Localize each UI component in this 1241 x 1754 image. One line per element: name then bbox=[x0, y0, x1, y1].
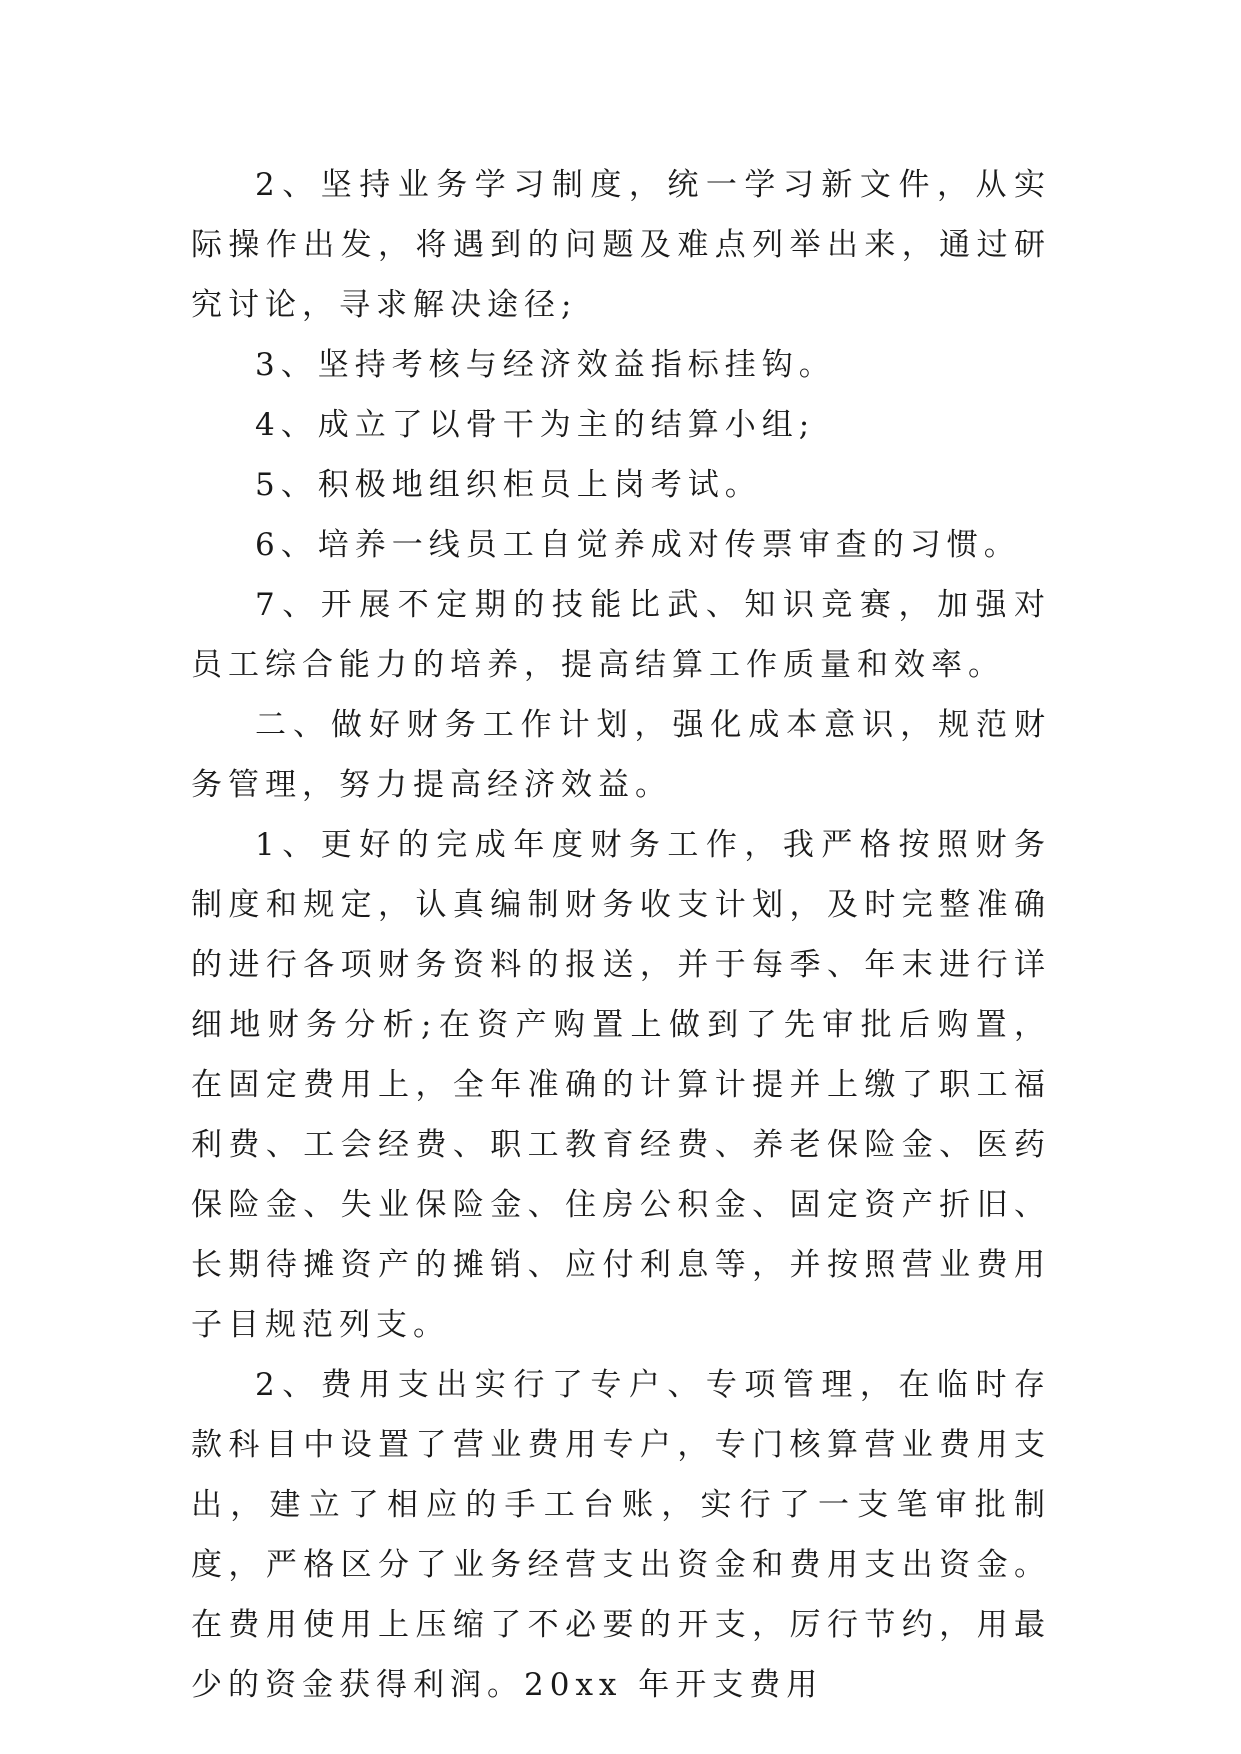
paragraph-3: 4、成立了以骨干为主的结算小组; bbox=[255, 407, 816, 443]
paragraph-4: 5、积极地组织柜员上岗考试。 bbox=[255, 467, 762, 503]
section-heading: 二、做好财务工作计划，强化成本意识，规范财务管理，努力提高经济效益。 bbox=[191, 707, 1051, 803]
paragraph-2: 3、坚持考核与经济效益指标挂钩。 bbox=[255, 347, 836, 383]
paragraph-6: 7、开展不定期的技能比武、知识竞赛，加强对员工综合能力的培养，提高结算工作质量和效率。 bbox=[191, 587, 1051, 683]
document-body bbox=[191, 155, 1051, 1715]
paragraph-5: 6、培养一线员工自觉养成对传票审查的习惯。 bbox=[255, 527, 1021, 563]
paragraph-1: 2、坚持业务学习制度，统一学习新文件，从实际操作出发，将遇到的问题及难点列举出来，通过研究讨论，寻求解决途径; bbox=[191, 167, 1051, 323]
paragraph-7: 1、更好的完成年度财务工作，我严格按照财务制度和规定，认真编制财务收支计划，及时完整准确的进行各项财务资料的报送，并于每季、年末进行详细地财务分析;在资产购置上做到了先审批后购置，在固定费用上，全年准确的计算计提并上缴了职工福利费、工会经费、职工教育经费、养老保险金、医药保险金、失业保险金、住房公积金、固定资产折旧、长期待摊资产的摊销、应付利息等，并按照营业费用子目规范列支。 bbox=[191, 827, 1051, 1343]
paragraph-8: 2、费用支出实行了专户、专项管理，在临时存款科目中设置了营业费用专户，专门核算营业费用支出，建立了相应的手工台账，实行了一支笔审批制度，严格区分了业务经营支出资金和费用支出资金。在费用使用上压缩了不必要的开支，厉行节约，用最少的资金获得利润。20xx 年开支费用 bbox=[191, 1367, 1051, 1703]
